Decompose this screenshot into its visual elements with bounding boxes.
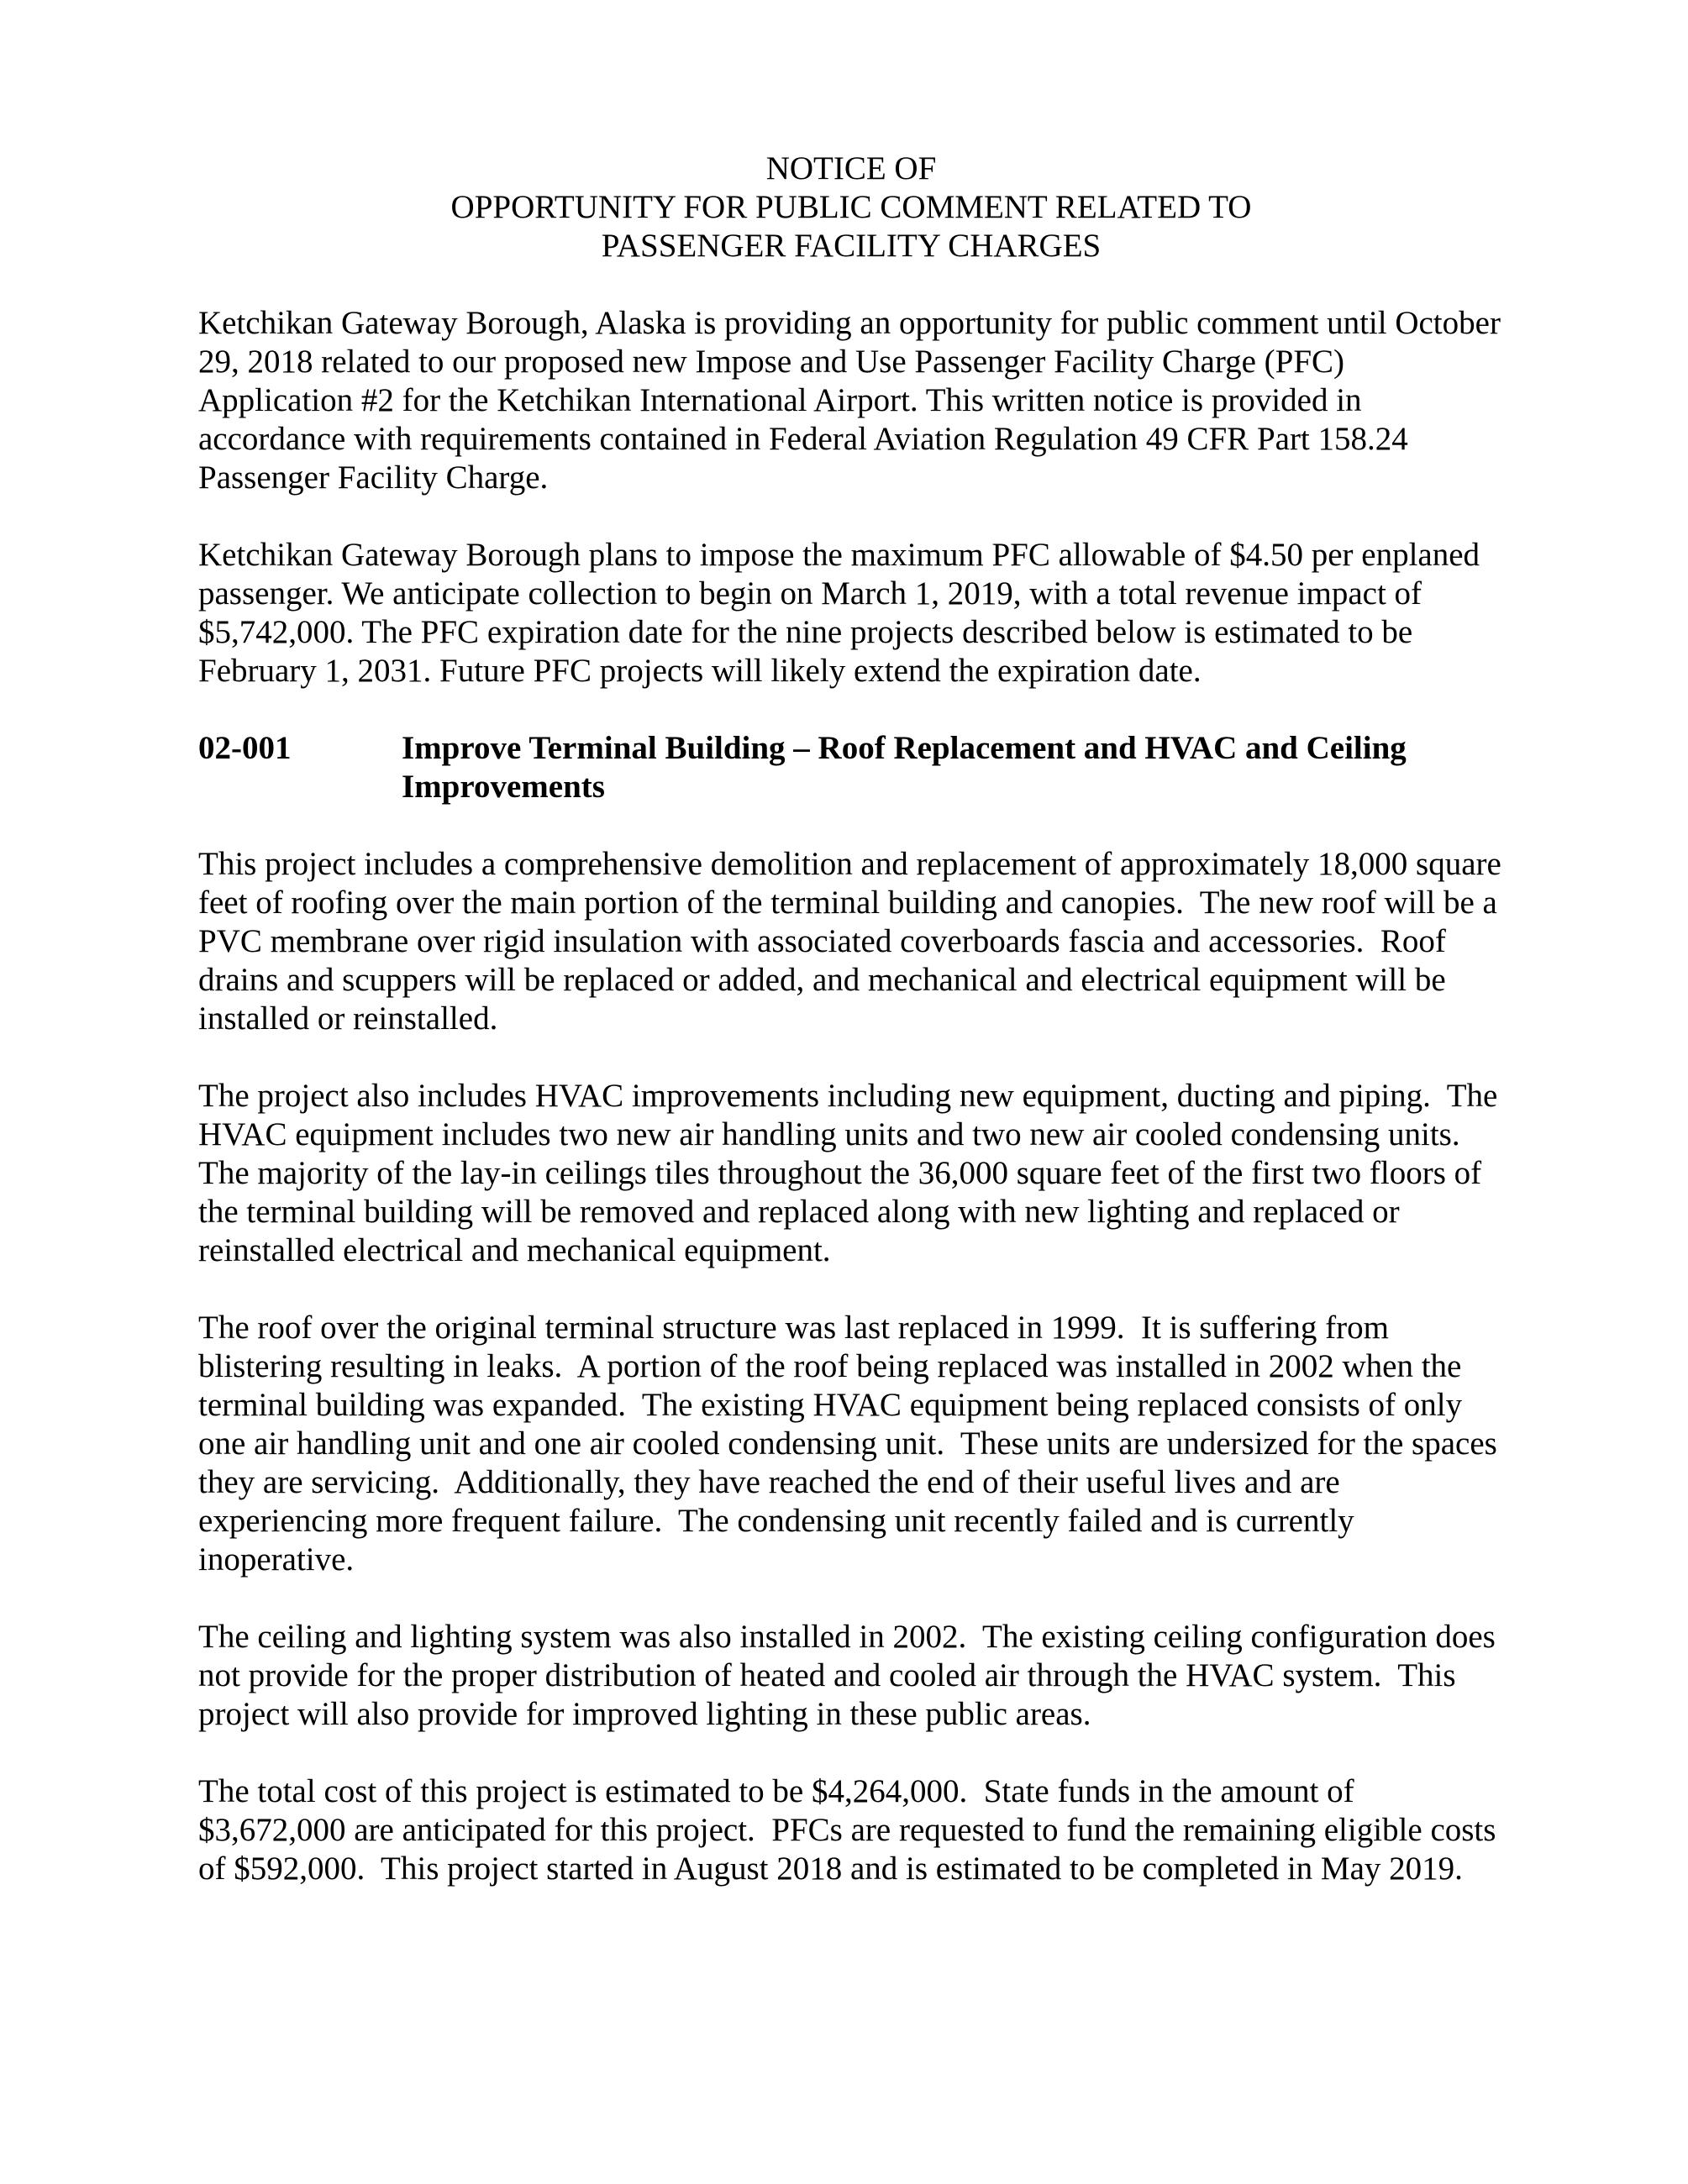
- title-line-2: OPPORTUNITY FOR PUBLIC COMMENT RELATED TO: [450, 189, 1252, 225]
- ceiling-lighting-paragraph: The ceiling and lighting system was also installed in 2002. The existing ceiling configuration does not provide for the proper distribution of heated and cooled air through the HVAC system. This project will also provide for improved lighting in these public areas.: [198, 1619, 1504, 1732]
- project-section-title: Improve Terminal Building – Roof Replacement and HVAC and Ceiling Improvements: [402, 730, 1415, 805]
- justification-paragraph: The roof over the original terminal structure was last replaced in 1999. It is suffering from blistering resulting in leaks. A portion of the roof being replaced was installed in 2002 when the terminal building was expanded. The existing HVAC equipment being replaced consists of only one air handling unit and one air cooled condensing unit. These units are undersized for the spaces they are servicing. Additionally, they have reached the end of their useful lives and are experiencing more frequent failure. The condensing unit recently failed and is currently inoperative.: [198, 1310, 1506, 1578]
- intro-paragraph: Ketchikan Gateway Borough, Alaska is providing an opportunity for public comment until October 29, 2018 related to our proposed new Impose and Use Passenger Facility Charge (PFC) Application #2 for the Ketchikan International Airport. This written notice is provided in accordance with requirements contained in Federal Aviation Regulation 49 CFR Part 158.24 Passenger Facility Charge.: [198, 305, 1509, 496]
- hvac-scope-paragraph: The project also includes HVAC improvements including new equipment, ducting and piping. The HVAC equipment includes two new air handling units and two new air cooled condensing units. The majority of the lay-in ceilings tiles throughout the 36,000 square feet of the first two floors of the terminal building will be removed and replaced along with new lighting and replaced or reinstalled electrical and mechanical equipment.: [198, 1078, 1507, 1268]
- project-section-heading: [198, 729, 1504, 806]
- title-line-3: PASSENGER FACILITY CHARGES: [601, 228, 1102, 264]
- document-title: [198, 150, 1504, 265]
- cost-paragraph: The total cost of this project is estimated to be $4,264,000. State funds in the amount of $3,672,000 are anticipated for this project. PFCs are requested to fund the remaining eligible costs of $592,000. This project started in August 2018 and is estimated to be completed in May 2019.: [198, 1773, 1505, 1887]
- title-line-1: NOTICE OF: [765, 150, 937, 186]
- project-number: 02-001: [198, 730, 292, 766]
- project-scope-paragraph: This project includes a comprehensive demolition and replacement of approximately 18,000 square feet of roofing over the main portion of the terminal building and canopies. The new roof will be a PVC membrane over rigid insulation with associated coverboards fascia and accessories. Roof drains and scuppers will be replaced or added, and mechanical and electrical equipment will be installed or reinstalled.: [198, 846, 1510, 1037]
- pfc-plan-paragraph: Ketchikan Gateway Borough plans to impose the maximum PFC allowable of $4.50 per enplaned passenger. We anticipate collection to begin on March 1, 2019, with a total revenue impact of $5,742,000. The PFC expiration date for the nine projects described below is estimated to be February 1, 2031. Future PFC projects will likely extend the expiration date.: [198, 537, 1488, 689]
